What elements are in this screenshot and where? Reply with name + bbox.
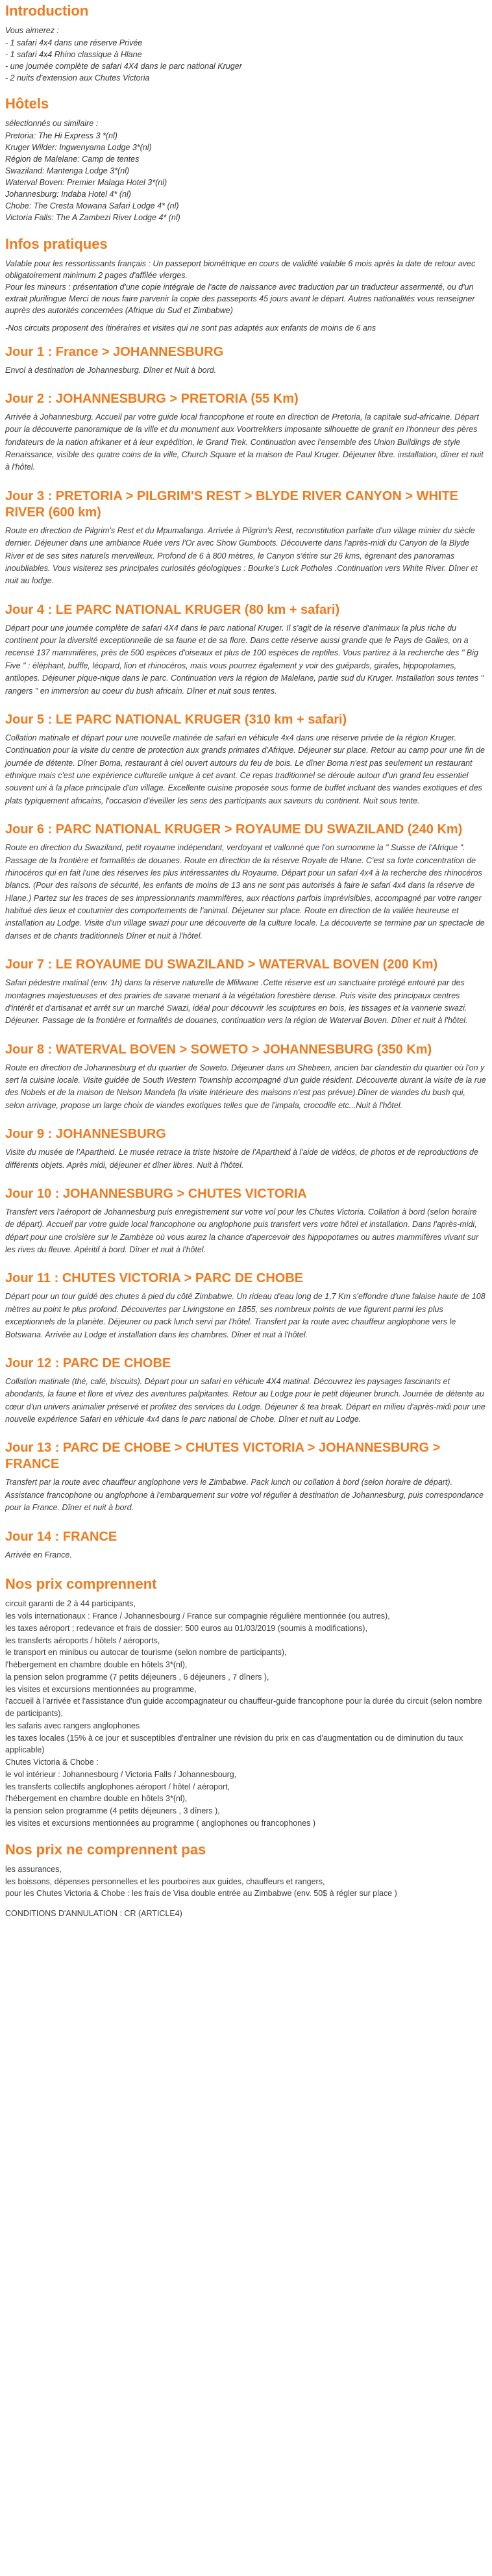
prix-ne-comprend-list [5,1863,487,1900]
day-block [5,1126,487,1172]
intro-title: Introduction [5,3,89,19]
prix-line: la pension selon programme (7 petits déjeuners , 6 déjeuners , 7 dîners ), [5,1672,269,1682]
prix-line: l'accueil à l'arrivée et l'assistance d'un guide accompagnateur ou chauffeur-guide francophone pour la durée du circuit (selon nombre de participants), [5,1697,482,1719]
prix-exclu-line: pour les Chutes Victoria & Chobe : les frais de Visa double entrée au Zimbabwe (env. 50$ à régler sur place ) [5,1889,397,1899]
day-title: Jour 12 : PARC DE CHOBE [5,1356,171,1370]
day-title: Jour 7 : LE ROYAUME DU SWAZILAND > WATERVAL BOVEN (200 Km) [5,957,438,972]
hotel-line: Kruger Wilder: Ingwenyama Lodge 3*(nl) [5,142,152,152]
day-title: Jour 11 : CHUTES VICTORIA > PARC DE CHOBE [5,1271,304,1286]
day-block [5,1042,487,1113]
hotel-line: Chobe: The Cresta Mowana Safari Lodge 4* (nl) [5,201,179,211]
infos-title: Infos pratiques [5,235,108,252]
day-title: Jour 4 : LE PARC NATIONAL KRUGER (80 km + safari) [5,602,340,617]
intro-line: - 2 nuits d'extension aux Chutes Victoria [5,73,150,82]
day-text: Route en direction de Johannesburg et du quartier de Soweto. Déjeuner dans un Shebeen, ancien bar clandestin du quartier où l'on y sert la cuisine locale. Visite guidée de South Western Township accompagné d'un guide résident. Découverte durant la visite de la rue des Nobels et de la maison de Nelson Mandela (la visite intérieure des maisons n'est pas prévue).Dîner de viandes du bush qui, selon arrivage, propose un large choix de viandes exotiques telles que de l'impala, crocodile etc...Nuit à l'hôtel. [5,1063,486,1110]
prix-exclu-line: les boissons, dépenses personnelles et les pourboires aux guides, chauffeurs et rangers, [5,1876,325,1886]
prix-ne-comprend-title: Nos prix ne comprennent pas [5,1841,206,1858]
prix-line: circuit garanti de 2 à 44 participants, [5,1599,136,1609]
prix-ne-comprend-section [5,1841,487,1919]
day-text: Arrivée à Johannesburg. Accueil par votre guide local francophone et route en direction de Pretoria, la capitale sud-africaine. Départ pour la découverte panoramique de la ville et du monument aux Voortrekkers imposante silhouette de granit en l'honneur des pères fondateurs de la nation afrikaner et à leur expédition, le Grand Trek. Continuation avec l'ensemble des Union Buildings de style Renaissance, visible des quatre coins de la ville, Church Square et la maison de Paul Kruger. Déjeuner libre. installation, dîner et nuit à l'hôtel. [5,412,484,472]
intro-line: - 1 safari 4x4 Rhino classique à Hlane [5,49,142,59]
infos-paragraph: Pour les mineurs : présentation d'une copie intégrale de l'acte de naissance avec traduction par un traducteur assermenté, ou d'un extrait plurilingue Merci de nous faire parvenir la copie des passeports 45 jours avant le départ. Autres nationalités vous renseigner auprès des autorités concernées (Afrique du Sud et Zimbabwe) [5,283,475,316]
prix-line: les safaris avec rangers anglophones [5,1721,140,1730]
day-title: Jour 5 : LE PARC NATIONAL KRUGER (310 km + safari) [5,712,347,727]
day-title: Jour 1 : France > JOHANNESBURG [5,344,224,359]
day-title: Jour 6 : PARC NATIONAL KRUGER > ROYAUME DU SWAZILAND (240 Km) [5,822,463,837]
day-text: Safari pédestre matinal (env. 1h) dans la réserve naturelle de Mlilwane .Cette réserve est un sanctuaire protégé entouré par des montagnes majestueuses et des prairies de savane menant à la végétation forestière dense. Puis visite des principaux centres d'intérêt et d'artisanat et arrêt sur un marché Swazi, idéal pour découvrir les sculptures en bois, les tissages et la vannerie swazi. Déjeuner. Passage de la frontière et formalités de douanes, continuation vers la région de Waterval Boven. Dîner et nuit à l'hôtel. [5,978,468,1026]
day-block [5,822,487,942]
prix-line: le vol intérieur : Johannesbourg / Victoria Falls / Johannesbourg, [5,1769,237,1779]
day-block [5,957,487,1028]
day-title: Jour 10 : JOHANNESBURG > CHUTES VICTORIA [5,1186,307,1201]
hotel-line: Victoria Falls: The A Zambezi River Lodge 4* (nl) [5,213,180,223]
intro-line: - une journée complète de safari 4X4 dans le parc national Kruger [5,61,242,71]
day-text: Collation matinale et départ pour une nouvelle matinée de safari en véhicule 4x4 dans une réserve privée de la région Kruger. Continuation pour la visite du centre de protection aux grands primates d'Afrique. Déjeuner sur place. Retour au camp pour une fin de journée de détente. Dîner Boma, restaurant à ciel ouvert autours du feu de bois. Le dîner Boma n'est pas seulement un restaurant ethnique mais c'est une expérience culturelle unique à cet avant. Ce repas traditionnel se déroule autour d'un grand feu essentiel souvent uni à la place principale d'un village. Excellente cuisine proposée sous forme de buffet incluant des viandes exotiques et des plats typiquement africains, l'occasion d'éveiller les sens des participants aux saveurs du continent. Nuit sous tente. [5,733,485,805]
infos-paragraph: Valable pour les ressortissants français : Un passeport biométrique en cours de validité valable 6 mois après la date de retour avec obligatoirement minimum 2 pages d'affilée vierges. [5,259,476,281]
day-text: Départ pour un tour guidé des chutes à pied du côté Zimbabwe. Un rideau d'eau long de 1,7 Km s'effondre d'une falaise haute de 108 mètres au point le plus profond. Découvertes par Livingstone en 1855, ses nombreux points de vue figurent parmi les plus exceptionnels de la planète. Déjeuner ou pack lunch servi par l'hôtel. Transfert par la route avec chauffeur anglophone vers le Botswana. Arrivée au Lodge et installation dans les chambres. Dîner et nuit à l'hôtel. [5,1292,486,1339]
day-text: Envol à destination de Johannesburg. Dîner et Nuit à bord. [5,365,217,375]
day-block [5,1529,487,1561]
day-block [5,1440,487,1514]
day-text: Visite du musée de l'Apartheid. Le musée retrace la triste histoire de l'Apartheid à l'aide de vidéos, de photos et de reproductions de différents objets. Après midi, déjeuner et dîner libres. Nuit à l'hôtel. [5,1148,478,1170]
prix-line: l'hébergement en chambre double en hôtels 3*(nl), [5,1794,188,1804]
prix-line: les transferts aéroports / hôtels / aéroports, [5,1635,160,1645]
day-block [5,1356,487,1426]
hotel-line: sélectionnés ou similaire : [5,119,99,129]
prix-line: la pension selon programme (4 petits déjeuners , 3 dîners ), [5,1806,220,1816]
prix-line: Chutes Victoria & Chobe : [5,1758,99,1767]
day-block [5,1186,487,1257]
day-block [5,344,487,377]
prix-comprend-title: Nos prix comprennent [5,1575,157,1592]
day-block [5,391,487,474]
hotels-title: Hôtels [5,95,49,112]
prix-exclu-line: les assurances, [5,1864,62,1874]
day-text: Départ pour une journée complète de safari 4X4 dans le parc national Kruger. Il s'agit de la réserve d'animaux la plus riche du continent pour la diversité exceptionnelle de sa faune et de sa flore. Dans cette réserve aussi grande que le Pays de Galles, on a recensé 137 mammifères, près de 500 espèces d'oiseaux et plus de 100 espèces de reptiles. Vous partirez à la recherche des " Big Five " : éléphant, buffle, léopard, lion et rhinocéros, mais vous pourrez également y voir des guépards, girafes, hippopotames, antilopes. Déjeuner pique-nique dans le parc. Continuation vers la région de Malelane, partie sud du Kruger. Installation sous tentes " rangers " en immersion au coeur du bush africain. Dîner et nuit sous tentes. [5,623,484,696]
prix-line: les transferts collectifs anglophones aéroport / hôtel / aéroport, [5,1782,230,1791]
prix-line: les taxes aéroport ; redevance et frais de dossier: 500 euros au 01/03/2019 (soumis à modifications), [5,1623,367,1633]
hotels-section [5,95,487,224]
day-title: Jour 14 : FRANCE [5,1529,117,1544]
intro-list [5,25,487,84]
hotels-list [5,118,487,223]
infos-section [5,236,487,333]
prix-line: le transport en minibus ou autocar de tourisme (selon nombre de participants), [5,1648,287,1658]
prix-comprend-section [5,1576,487,1830]
hotel-line: Waterval Boven: Premier Malaga Hotel 3*(nl) [5,178,167,188]
prix-line: les visites et excursions mentionnées au programme ( anglophones ou francophones ) [5,1818,316,1828]
day-text: Route en direction du Swaziland, petit royaume indépendant, verdoyant et vallonné que l'on surnomme la " Suisse de l'Afrique ". Passage de la frontière et formalités de douanes. Route en direction de la réserve Royale de Hlane. C'est sa forte concentration de rhinocéros qui en fait l'une des réserves les plus intéressantes du Royaume. Départ pour un safari 4x4 à la recherche des rhinocéros blancs. (Pour des raisons de sécurité, les enfants de moins de 13 ans ne sont pas autorisés à faire le safari 4x4 dans la réserve de Hlane.) Partez sur les traces de ses impressionnants mammifères, aux réactions parfois imprévisibles, accompagné par votre ranger habitué des lieux et coutumier des comportements de l'animal. Déjeuner sur place. Route en direction de la vallée heureuse et installation au Lodge. Visite d'un village swazi pour une découverte de la culture locale. La découverte se termine par un spectacle de danses et de chants traditionnels Dîner et nuit à l'hôtel. [5,843,485,941]
day-title: Jour 2 : JOHANNESBURG > PRETORIA (55 Km) [5,391,299,406]
day-text: Collation matinale (thé, café, biscuits). Départ pour un safari en véhicule 4X4 matinal. Découvrez les paysages fascinants et abondants, la faune et flore et vivez des aventures palpitantes. Retour au Lodge pour le petit déjeuner brunch. Journée de détente au cœur d'un univers animalier préservé et profitez des services du Lodge. Déjeuner & tea break. Départ en milieu d'après-midi pour une nouvelle expérience Safari en véhicule 4x4 dans le parc national de Chobe. Dîner et nuit au Lodge. [5,1376,486,1424]
day-block [5,488,487,588]
itinerary [5,344,487,1561]
day-block [5,1270,487,1341]
day-title: Jour 9 : JOHANNESBURG [5,1127,166,1142]
day-title: Jour 8 : WATERVAL BOVEN > SOWETO > JOHANNESBURG (350 Km) [5,1042,432,1057]
day-title: Jour 3 : PRETORIA > PILGRIM'S REST > BLYDE RIVER CANYON > WHITE RIVER (600 km) [5,488,459,520]
day-text: Transfert par la route avec chauffeur anglophone vers le Zimbabwe. Pack lunch ou collation à bord (selon horaire de départ). Assistance francophone ou anglophone à l'embarquement sur votre vol régulier à destination de Johannesburg, puis correspondance pour la France. Dîner et nuit à bord. [5,1478,484,1513]
hotel-line: Swaziland: Mantenga Lodge 3*(nl) [5,166,130,175]
day-text: Arrivée en France. [5,1550,72,1559]
intro-line: Vous aimerez : [5,26,59,36]
prix-line: l'hébergement en chambre double en hôtels 3*(nl), [5,1660,188,1670]
day-text: Transfert vers l'aéroport de Johannesburg puis enregistrement sur votre vol pour les Chutes Victoria. Collation à bord (selon horaire de départ). Accueil par votre guide local francophone ou anglophone puis transfert vers votre hôtel et installation. Dans l'après-midi, départ pour une croisière sur le Zambèze où vous aurez la chance d'apercevoir des hippopotames ou autres mammifères vivant sur les rives du fleuve. Apéritif à bord. Dîner et nuit à l'hôtel. [5,1207,479,1255]
conditions-annulation: CONDITIONS D'ANNULATION : CR (ARTICLE4) [5,1909,182,1919]
hotel-line: Johannesburg: Indaba Hotel 4* (nl) [5,190,131,199]
day-block [5,712,487,807]
intro-section [5,3,487,84]
day-title: Jour 13 : PARC DE CHOBE > CHUTES VICTORIA > JOHANNESBURG > FRANCE [5,1441,441,1472]
infos-note: -Nos circuits proposent des itinéraires et visites qui ne sont pas adaptés aux enfants de moins de 6 ans [5,323,376,333]
prix-line: les taxes locales (15% à ce jour et susceptibles d'entraîner une révision du prix en cas d'augmentation ou de diminution du taux applicable) [5,1733,463,1755]
prix-line: les vols internationaux : France / Johannesbourg / France sur compagnie régulière mentionnée (ou autres), [5,1611,390,1621]
hotel-line: Pretoria: The Hi Express 3 *(nl) [5,131,117,140]
day-text: Route en direction de Pilgrim's Rest et du Mpumalanga. Arrivée à Pilgrim's Rest, reconstitution parfaite d'un village minier du siècle dernier. Déjeuner dans une ambiance Ruée vers l'Or avec Show Gumboots. Découverte dans l'après-midi du Canyon de la Blyde River et de ses sites naturels merveilleux. Profond de 6 à 800 mètres, le Canyon s'étire sur 26 kms, égrenant des panoramas inoubliables. Vous visiterez ses principales curiosités géologiques : Bourke's Luck Potholes .Continuation vers White River. Dîner et nuit au lodge. [5,525,478,586]
intro-line: - 1 safari 4x4 dans une réserve Privée [5,38,143,47]
prix-comprend-list [5,1598,487,1829]
prix-line: les visites et excursions mentionnées au programme, [5,1684,197,1694]
day-block [5,602,487,698]
hotel-line: Région de Malelane: Camp de tentes [5,154,140,164]
